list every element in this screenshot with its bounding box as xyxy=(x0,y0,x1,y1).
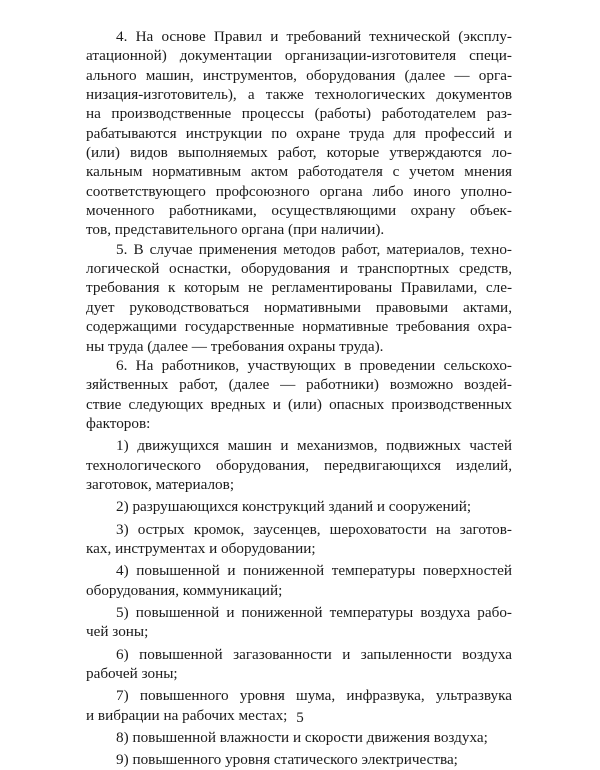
text-line: содержащими государственные нормативные требования охра- xyxy=(86,318,512,336)
text-line: чей зоны; xyxy=(86,623,149,641)
list-item xyxy=(86,497,512,516)
list-item xyxy=(86,645,512,684)
text-line: моченного работниками, осуществляющими охрану объек- xyxy=(86,202,512,220)
list-item xyxy=(86,561,512,600)
text-line: 3) острых кромок, заусенцев, шероховатости на заготов- xyxy=(116,520,512,538)
text-line: 4. На основе Правил и требований технической (эксплу- xyxy=(116,28,512,45)
paragraph-5 xyxy=(86,240,512,356)
text-line: 4) повышенной и пониженной температуры поверхностей xyxy=(116,562,512,580)
list-item xyxy=(86,728,512,747)
text-line: ствие следующих вредных и (или) опасных производственных xyxy=(86,395,512,413)
text-line: технологического оборудования, передвигающихся изделий, xyxy=(86,456,512,474)
text-line: 2) разрушающихся конструкций зданий и сооружений; xyxy=(116,498,472,516)
text-line: оборудования, коммуникаций; xyxy=(86,581,283,599)
list-item xyxy=(86,603,512,642)
text-line: соответствующего профсоюзного органа либо иного уполно- xyxy=(86,182,512,200)
text-line: рабочей зоны; xyxy=(86,665,178,682)
text-line: тов, представительного органа (при наличии). xyxy=(86,221,385,239)
text-line: 1) движущихся машин и механизмов, подвижных частей xyxy=(116,437,512,455)
text-line: 7) повышенного уровня шума, инфразвука, ультразвука xyxy=(116,687,512,705)
text-line: атационной) документации организации-изготовителя специ- xyxy=(86,47,512,65)
list-item xyxy=(86,436,512,494)
text-line: логической оснастки, оборудования и транспортных средств, xyxy=(86,260,512,278)
list-item xyxy=(86,520,512,559)
page-number: 5 xyxy=(296,710,304,726)
text-line: 9) повышенного уровня статического электричества; xyxy=(116,751,458,769)
text-line: низация-изготовитель), а также технологических документов xyxy=(86,86,512,104)
text-line: дует руководствоваться нормативными правовыми актами, xyxy=(86,298,512,316)
text-line: 8) повышенной влажности и скорости движения воздуха; xyxy=(116,729,488,747)
text-line: 5) повышенной и пониженной температуры воздуха рабо- xyxy=(116,603,512,621)
text-line: ны труда (далее — требования охраны труда). xyxy=(86,337,384,355)
text-line: на производственные процессы (работы) работодателем раз- xyxy=(86,105,512,123)
text-line: 5. В случае применения методов работ, материалов, техно- xyxy=(116,240,512,258)
document-page xyxy=(86,27,512,770)
text-line: 6. На работников, участвующих в проведении сельскохо- xyxy=(116,356,512,374)
text-line: и вибрации на рабочих местах; xyxy=(86,706,288,724)
text-line: зяйственных работ, (далее — работники) возможно воздей- xyxy=(86,376,512,394)
text-line: кальным нормативным актом работодателя с учетом мнения xyxy=(86,163,512,181)
text-line: (или) видов выполняемых работ, которые утверждаются ло- xyxy=(86,144,512,162)
list-item xyxy=(86,750,512,769)
text-line: факторов: xyxy=(86,414,151,432)
text-line: требования к которым не регламентированы Правилами, сле- xyxy=(86,279,512,297)
text-line: рабатываются инструкции по охране труда для профессий и xyxy=(86,124,512,142)
text-line: ального машин, инструментов, оборудования (далее — орга- xyxy=(86,66,512,84)
text-line: заготовок, материалов; xyxy=(86,475,235,493)
paragraph-6 xyxy=(86,356,512,433)
text-line: ках, инструментах и оборудовании; xyxy=(86,539,316,557)
text-line: 6) повышенной загазованности и запыленности воздуха xyxy=(116,645,512,663)
paragraph-4 xyxy=(86,27,512,240)
